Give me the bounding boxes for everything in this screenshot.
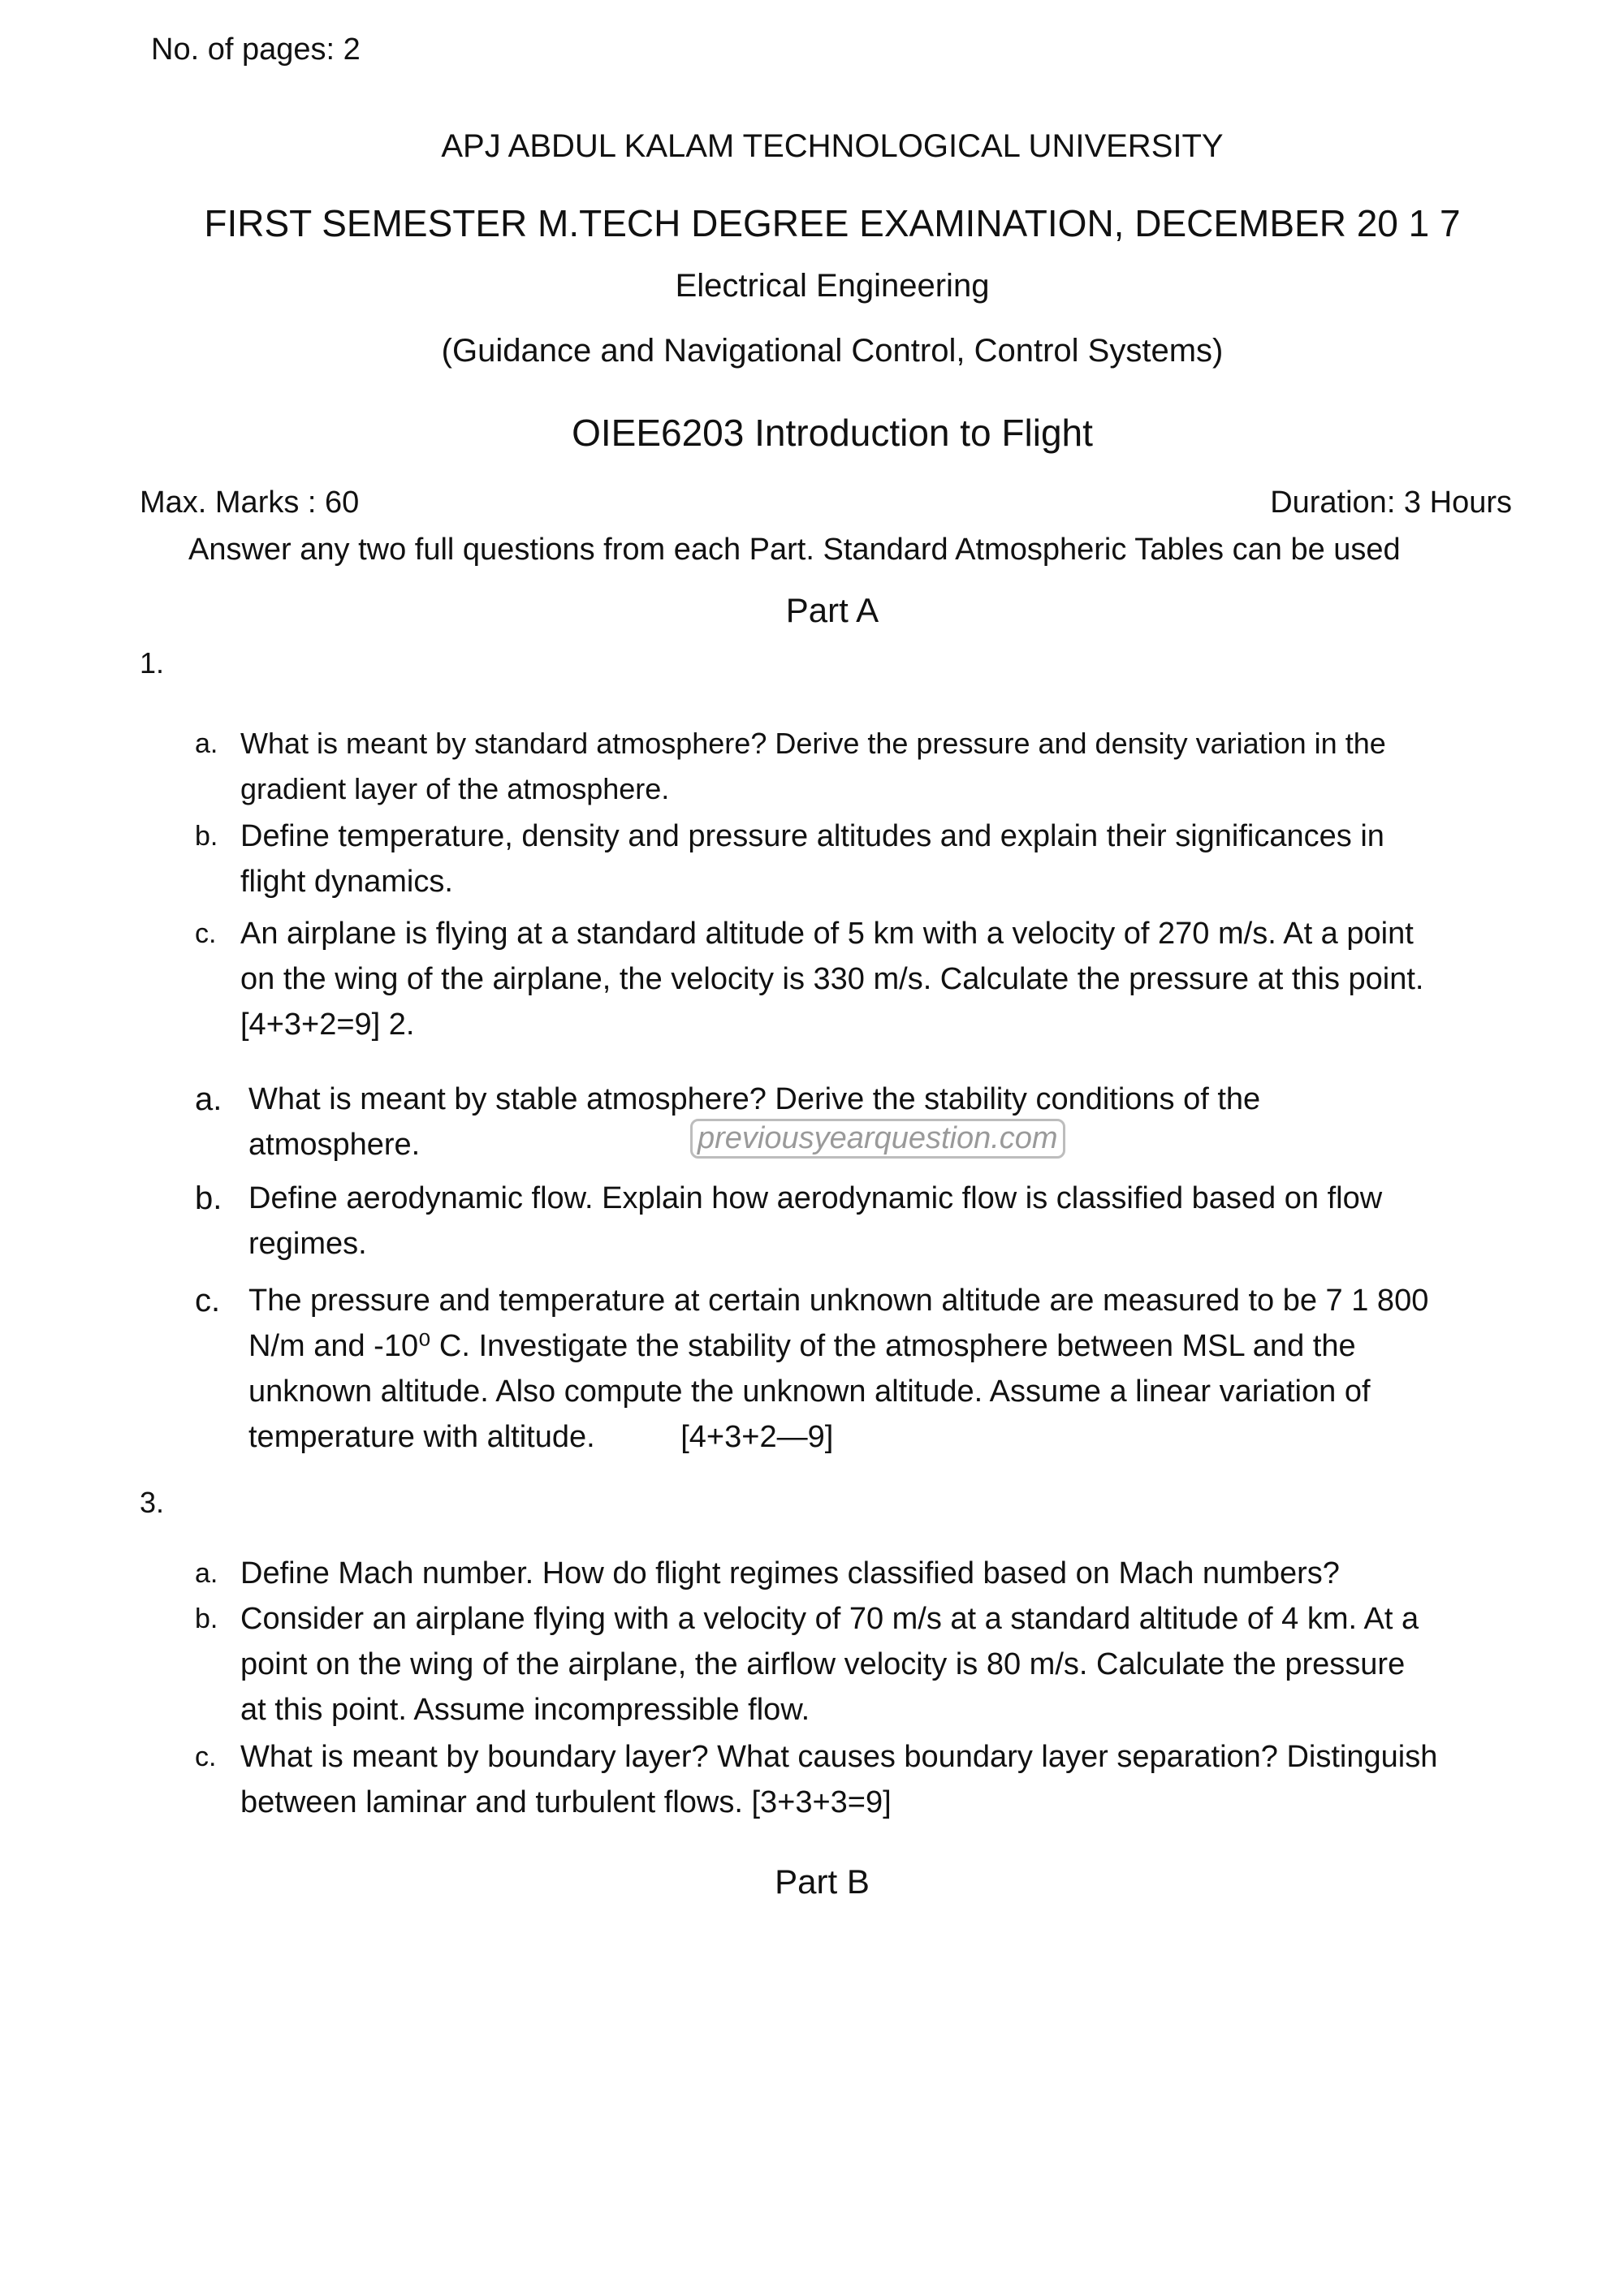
page-count: No. of pages: 2	[151, 32, 361, 67]
question-1b-line-1: Define temperature, density and pressure altitudes and explain their significances in	[240, 819, 1384, 853]
question-1c	[195, 911, 1621, 1047]
university-name: APJ ABDUL KALAM TECHNOLOGICAL UNIVERSITY	[441, 128, 1224, 164]
question-3-number: 3.	[140, 1486, 165, 1519]
question-2c-line-1: The pressure and temperature at certain unknown altitude are measured to be 7 1 800	[248, 1284, 1429, 1318]
question-3a	[195, 1551, 1621, 1596]
question-3a-label: a.	[195, 1558, 218, 1589]
question-2c-line-4: temperature with altitude. [4+3+2—9]	[248, 1420, 834, 1454]
question-1a-label: a.	[195, 728, 218, 759]
max-marks: Max. Marks : 60	[140, 486, 360, 520]
question-2b-label: b.	[195, 1180, 222, 1216]
question-1c-line-1: An airplane is flying at a standard altitude of 5 km with a velocity of 270 m/s. At a point	[240, 917, 1414, 951]
question-2a-line-2: atmosphere.	[248, 1128, 421, 1162]
question-3c-label: c.	[195, 1741, 217, 1772]
question-1a-line-1: What is meant by standard atmosphere? Derive the pressure and density variation in the	[240, 727, 1386, 760]
instructions: Answer any two full questions from each Part. Standard Atmospheric Tables can be used	[188, 533, 1401, 567]
question-2c-line-3: unknown altitude. Also compute the unknown altitude. Assume a linear variation of	[248, 1375, 1371, 1409]
question-1b	[195, 814, 1621, 904]
exam-title: FIRST SEMESTER M.TECH DEGREE EXAMINATION, DECEMBER 20 1 7	[204, 202, 1461, 244]
question-3b	[195, 1596, 1621, 1733]
part-a-heading: Part A	[785, 591, 879, 629]
question-2b-line-2: regimes.	[248, 1227, 367, 1261]
question-2c-line-2: N/m and -10⁰ C. Investigate the stability of the atmosphere between MSL and the	[248, 1329, 1356, 1363]
question-1c-line-3: [4+3+2=9] 2.	[240, 1008, 415, 1042]
question-3b-line-2: point on the wing of the airplane, the airflow velocity is 80 m/s. Calculate the pressure	[240, 1647, 1406, 1681]
question-1c-label: c.	[195, 918, 217, 949]
question-2a-line-1: What is meant by stable atmosphere? Derive the stability conditions of the	[248, 1082, 1261, 1116]
question-3c	[195, 1734, 1621, 1825]
watermark: previousyearquestion.com	[690, 1119, 1065, 1159]
question-3c-line-2: between laminar and turbulent flows. [3+3+3=9]	[240, 1785, 892, 1819]
question-1b-label: b.	[195, 821, 218, 852]
question-1b-line-2: flight dynamics.	[240, 865, 453, 899]
part-b-heading: Part B	[775, 1862, 870, 1901]
question-2c-label: c.	[195, 1283, 221, 1318]
question-2c	[195, 1278, 1624, 1460]
question-3c-line-1: What is meant by boundary layer? What causes boundary layer separation? Distinguish	[240, 1740, 1438, 1774]
question-2b-line-1: Define aerodynamic flow. Explain how aerodynamic flow is classified based on flow	[248, 1181, 1383, 1215]
specialization: (Guidance and Navigational Control, Control Systems)	[441, 333, 1224, 369]
question-3b-label: b.	[195, 1603, 218, 1634]
question-1a-line-2: gradient layer of the atmosphere.	[240, 772, 670, 805]
question-1c-line-2: on the wing of the airplane, the velocity is 330 m/s. Calculate the pressure at this point.	[240, 962, 1424, 996]
branch-name: Electrical Engineering	[675, 268, 990, 304]
question-1-number: 1.	[140, 646, 165, 680]
question-2b	[195, 1176, 1624, 1267]
question-2a-label: a.	[195, 1081, 222, 1117]
duration: Duration: 3 Hours	[1270, 486, 1512, 520]
course-title: OIEE6203 Introduction to Flight	[572, 412, 1093, 454]
question-1a	[195, 721, 1621, 812]
question-3b-line-3: at this point. Assume incompressible flow.	[240, 1693, 810, 1727]
question-3b-line-1: Consider an airplane flying with a velocity of 70 m/s at a standard altitude of 4 km. At a	[240, 1602, 1419, 1636]
question-3a-line-1: Define Mach number. How do flight regimes classified based on Mach numbers?	[240, 1556, 1340, 1590]
